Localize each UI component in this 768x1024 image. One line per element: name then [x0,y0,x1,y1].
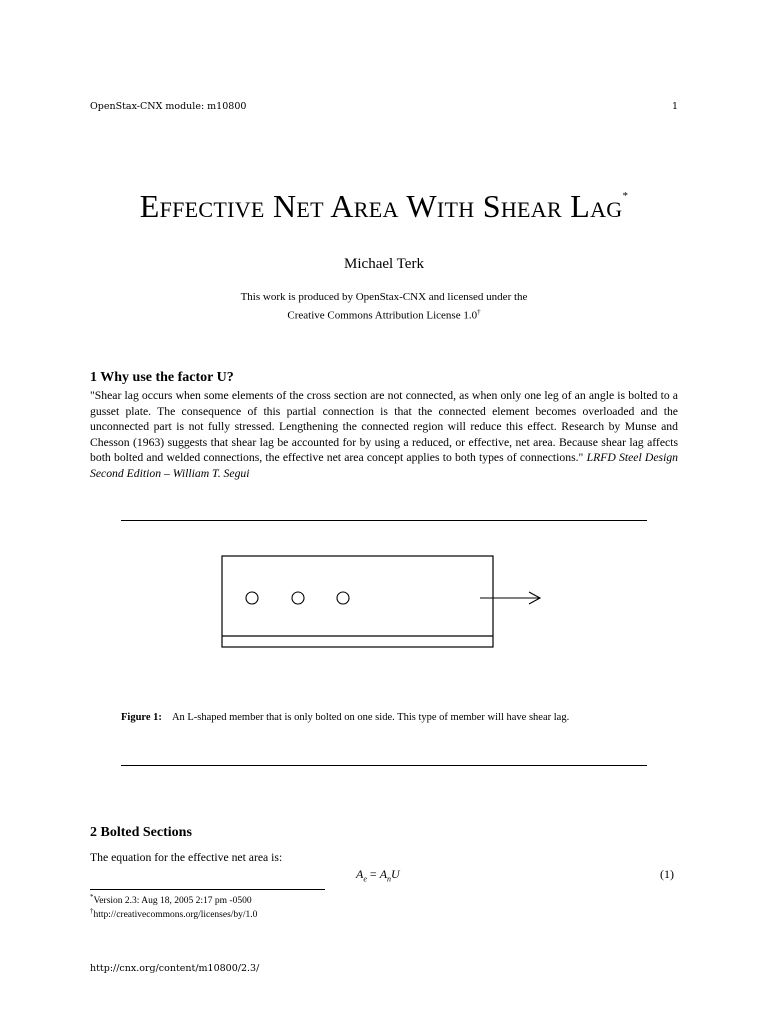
eq-factor: U [391,867,400,881]
figure-caption-text: An L-shaped member that is only bolted on one side. This type of member will have shear lag. [171,712,570,723]
page-title [0,188,768,225]
page-number: 1 [672,101,679,112]
license-line-2: Creative Commons Attribution License 1.0 [287,309,478,322]
license-line-1: This work is produced by OpenStax-CNX and licensed under the [240,291,528,303]
bolt-hole-3 [337,592,349,604]
running-header-module: OpenStax-CNX module: m10800 [90,101,247,112]
section-2-heading: 2 Bolted Sections [90,825,192,840]
title-text: Effective Net Area With Shear Lag [139,188,623,224]
equation-number: (1) [660,867,674,881]
section-2-intro: The equation for the effective net area is: [90,851,283,864]
eq-lhs-sub: e [363,874,367,884]
title-footnote-mark: * [622,190,629,202]
footnote-version-mark: * [90,893,94,901]
footnote-version-text: Version 2.3: Aug 18, 2005 2:17 pm -0500 [93,896,252,907]
footer-url[interactable]: http://cnx.org/content/m10800/2.3/ [90,963,260,974]
figure-label: Figure 1: [121,712,162,723]
figure-bottom-rule [121,765,647,766]
figure-diagram [215,550,555,655]
author-name: Michael Terk [344,256,424,272]
figure-top-rule [121,520,647,521]
footnote-version [90,893,252,906]
bolt-hole-1 [246,592,258,604]
license-footnote-mark: † [477,308,481,316]
equation-1 [356,867,400,883]
member-plate-outline [222,556,493,647]
footnote-rule [90,889,325,890]
footnote-license-url[interactable]: http://creativecommons.org/licenses/by/1.0 [93,910,258,921]
eq-rhs: A [379,867,388,881]
eq-lhs: A [356,867,364,881]
quote-text: "Shear lag occurs when some elements of the cross section are not connected, as when only one leg of an angle is bolted to a gusset plate. The consequence of this partial connection is that the connected element becomes overloaded and the unconnected part is not fully stressed. Lengthening the connected region will reduce this effect. Research by Munse and Chesson (1963) suggests that shear lag be accounted for by using a reduced, or effective, net area. Because shear lag affects both bolted and welded connections, the effective net area concept applies to both types of connections." [90,389,678,465]
figure-caption [121,711,647,725]
section-1-paragraph [90,388,678,482]
quote-citation: LRFD Steel Design Second Edition – William T. Segui [90,451,679,480]
eq-equals: = [366,867,380,881]
license-note [0,290,768,324]
eq-rhs-sub: n [387,874,392,884]
section-1-heading: 1 Why use the factor U? [90,370,234,385]
footnote-license [90,907,257,920]
bolt-hole-2 [292,592,304,604]
footnote-license-mark: † [90,907,94,915]
